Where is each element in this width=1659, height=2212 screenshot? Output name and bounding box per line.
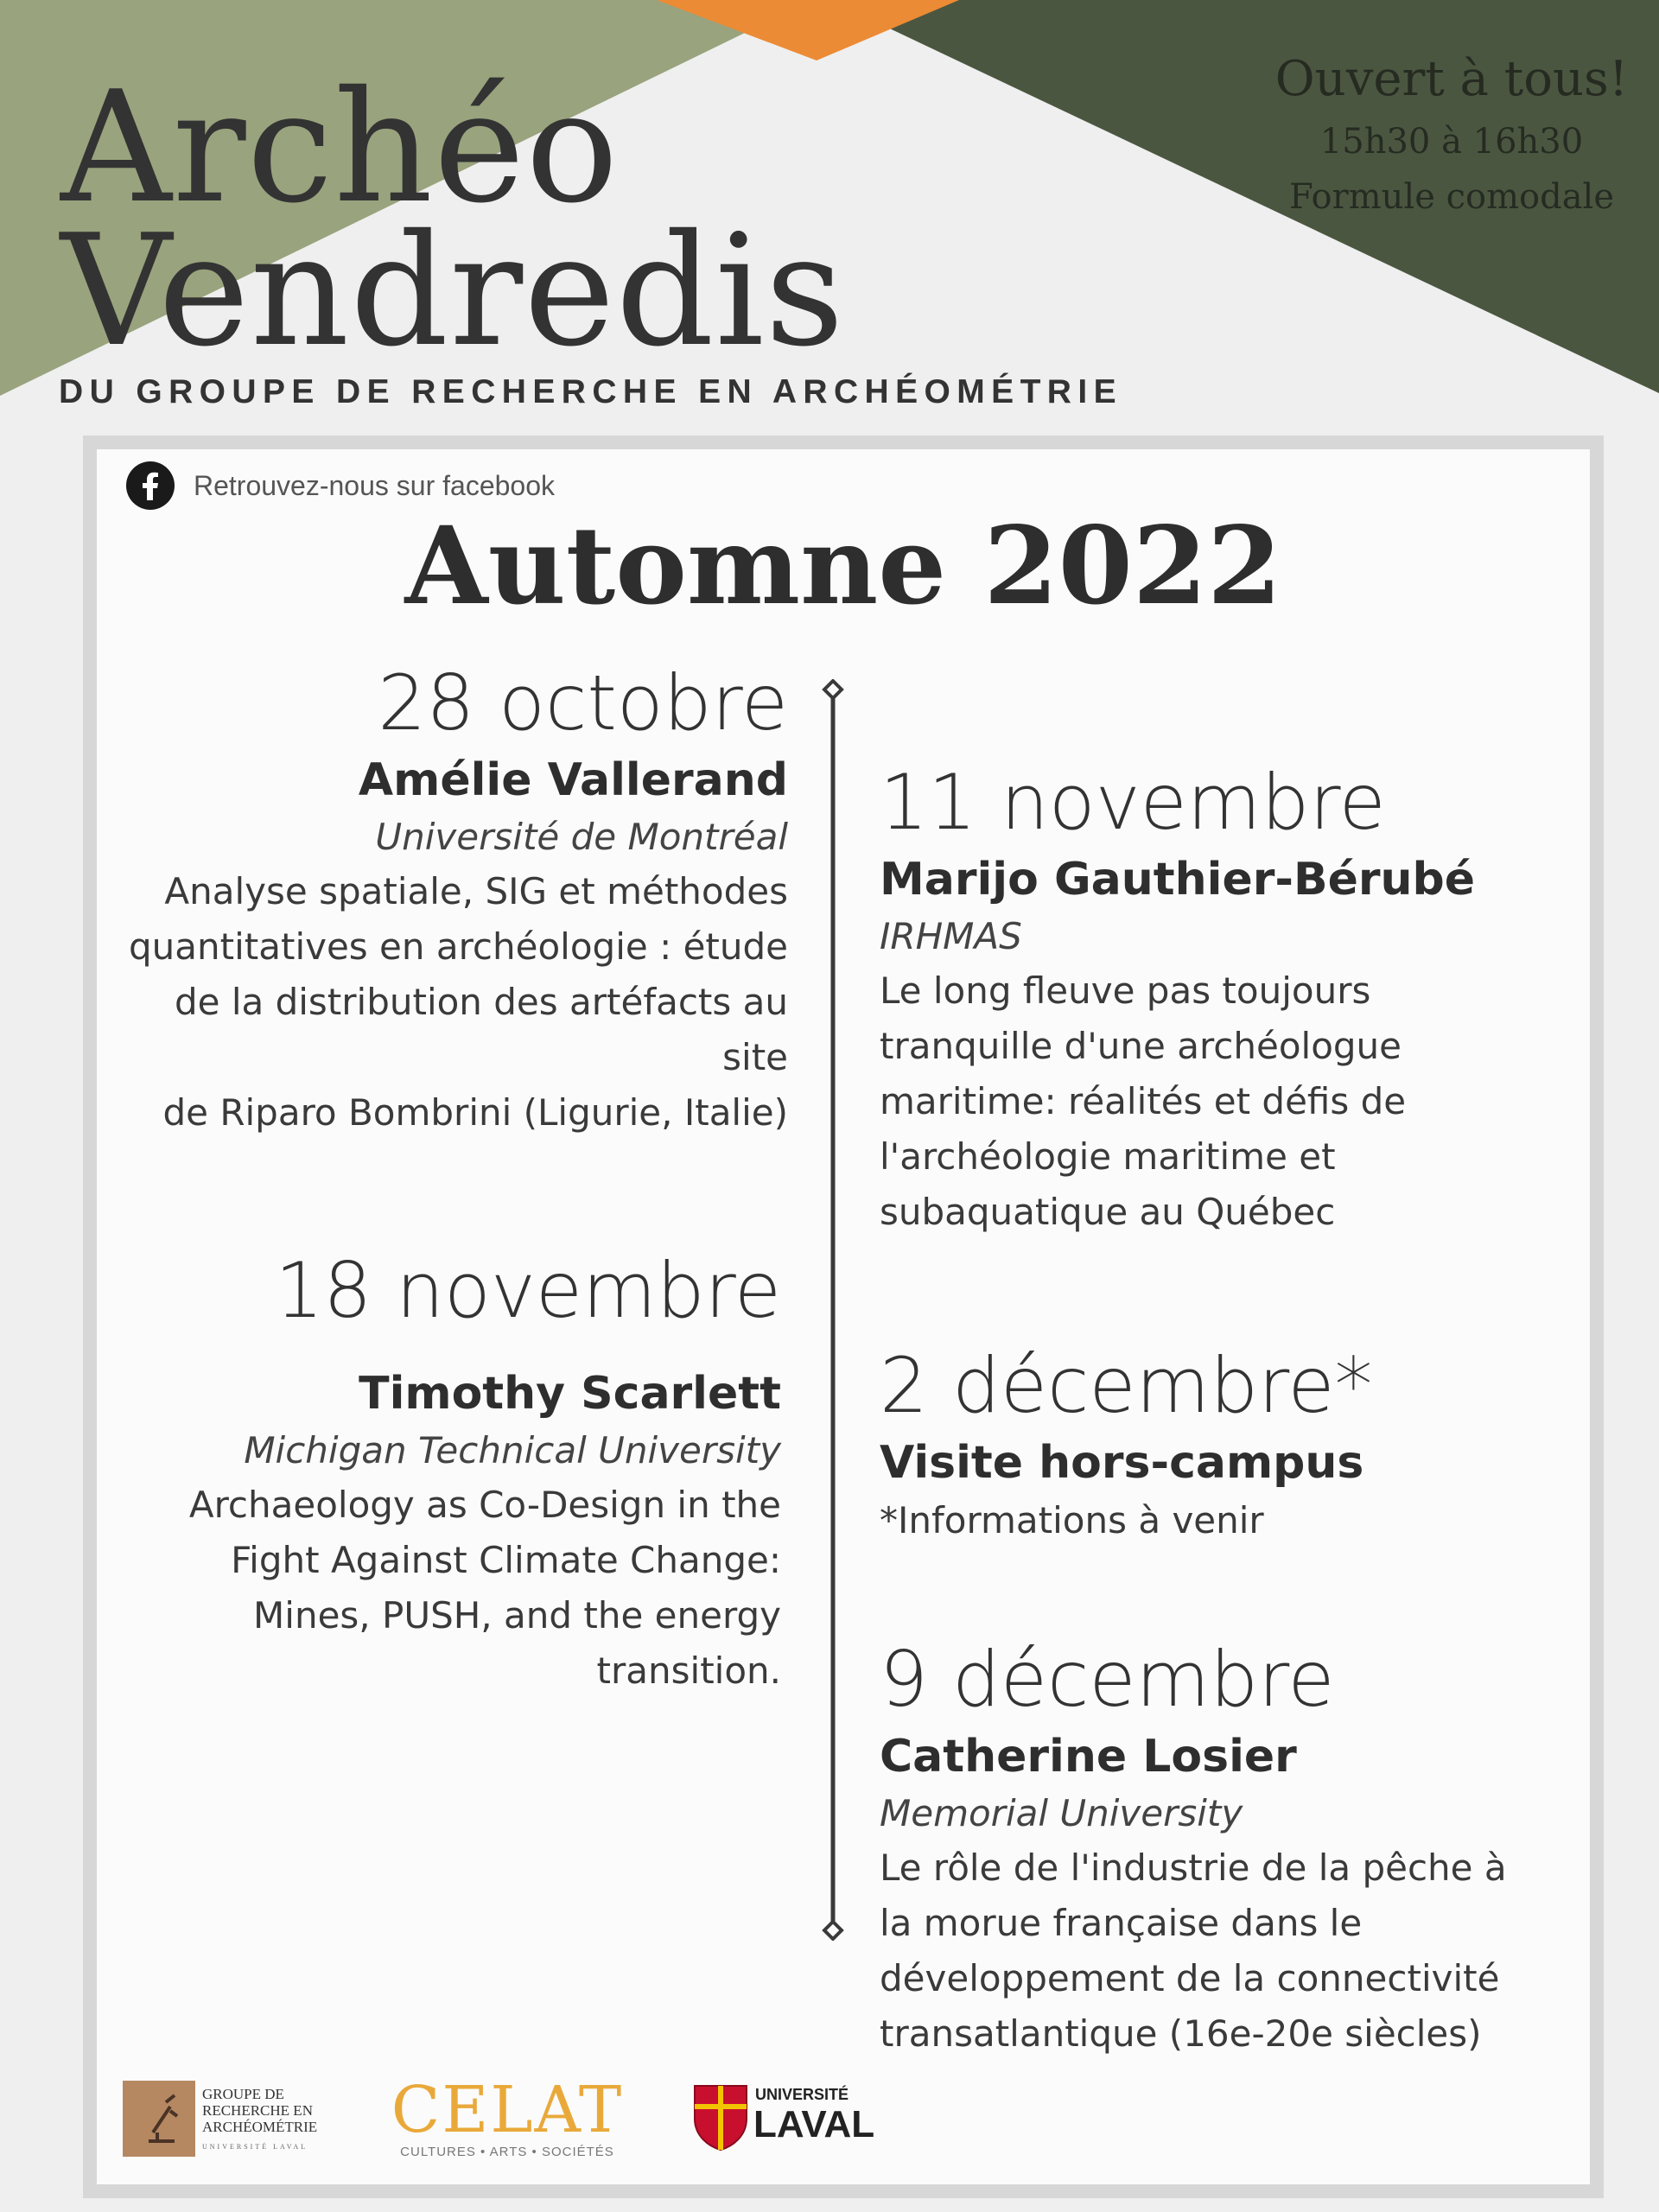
description-line: Mines, PUSH, and the energy	[253, 1594, 781, 1637]
event-description	[880, 1493, 1545, 1548]
description-line: transition.	[596, 1649, 781, 1692]
event-affiliation: Université de Montréal	[375, 816, 788, 858]
facebook-text: Retrouvez-nous sur facebook	[194, 469, 555, 501]
event-affiliation: Michigan Technical University	[244, 1429, 781, 1471]
event-date: 18 novembre	[275, 1246, 781, 1335]
season-title: Automne 2022	[404, 504, 1282, 629]
timeline-end-marker	[824, 1922, 842, 1939]
grae-line: GROUPE DE	[202, 2086, 284, 2102]
description-line: la morue française dans le	[880, 1902, 1363, 1944]
description-line: développement de la connectivité	[880, 1957, 1500, 1999]
event-11-novembre	[880, 756, 1545, 1240]
event-description	[116, 1478, 781, 1699]
description-line: Analyse spatiale, SIG et méthodes	[164, 870, 788, 912]
title-line-1: Archéo	[60, 58, 620, 237]
description-line: Fight Against Climate Change:	[231, 1539, 781, 1581]
description-line: de Riparo Bombrini (Ligurie, Italie)	[162, 1091, 788, 1134]
event-date: 11 novembre	[880, 758, 1386, 847]
grae-line: RECHERCHE EN	[202, 2102, 313, 2119]
laval-top-text: UNIVERSITÉ	[755, 2086, 849, 2103]
description-line: quantitatives en archéologie : étude	[129, 925, 788, 968]
grae-logo-image	[123, 2081, 195, 2157]
description-line: transatlantique (16e-20e siècles)	[880, 2012, 1482, 2055]
event-info	[1270, 45, 1633, 225]
celat-tagline: CULTURES • ARTS • SOCIÉTÉS	[400, 2145, 614, 2159]
title-line-2: Vendredis	[60, 201, 845, 380]
laval-logo	[693, 2077, 883, 2164]
description-line: Le rôle de l'industrie de la pêche à	[880, 1847, 1507, 1889]
description-line: Le long fleuve pas toujours	[880, 969, 1371, 1012]
laval-main-text: LAVAL	[753, 2103, 875, 2145]
microscope-icon	[123, 2081, 195, 2157]
event-affiliation: Memorial University	[880, 1792, 1243, 1834]
event-2-decembre	[880, 1339, 1545, 1548]
event-28-octobre	[123, 657, 788, 1141]
event-speaker: Timothy Scarlett	[359, 1368, 781, 1420]
grae-subtext: UNIVERSITÉ LAVAL	[202, 2143, 308, 2151]
event-date: 9 décembre	[880, 1635, 1335, 1724]
event-date: 28 octobre	[378, 658, 788, 747]
subtitle: DU GROUPE DE RECHERCHE EN ARCHÉOMÉTRIE	[59, 373, 1123, 410]
info-time: 15h30 à 16h30	[1319, 122, 1584, 162]
grae-logo	[123, 2081, 347, 2157]
description-line: l'archéologie maritime et	[880, 1135, 1336, 1178]
shield-icon	[693, 2084, 748, 2152]
description-line: tranquille d'une archéologue	[880, 1025, 1402, 1067]
description-line: *Informations à venir	[880, 1499, 1264, 1541]
grae-logo-text	[202, 2086, 317, 2155]
event-description	[880, 963, 1545, 1240]
timeline	[816, 679, 850, 1941]
event-9-decembre	[880, 1633, 1545, 2062]
description-line: subaquatique au Québec	[880, 1191, 1336, 1233]
info-open-to-all: Ouvert à tous!	[1274, 51, 1629, 107]
description-line: Archaeology as Co-Design in the	[188, 1484, 781, 1526]
event-speaker: Amélie Vallerand	[358, 754, 788, 806]
timeline-start-marker	[824, 681, 842, 698]
description-line: de la distribution des artéfacts au site	[174, 981, 788, 1078]
event-description	[123, 864, 788, 1141]
event-speaker: Marijo Gauthier-Bérubé	[880, 854, 1475, 906]
celat-logo	[365, 2074, 650, 2169]
event-description	[880, 1840, 1545, 2062]
event-speaker: Visite hors-campus	[880, 1437, 1364, 1489]
event-18-novembre	[116, 1244, 781, 1699]
schedule-panel	[83, 435, 1604, 2198]
grae-line: ARCHÉOMÉTRIE	[202, 2119, 318, 2135]
event-affiliation: IRHMAS	[880, 915, 1022, 957]
event-speaker: Catherine Losier	[880, 1731, 1297, 1783]
celat-wordmark: CELAT	[391, 2073, 624, 2147]
description-line: maritime: réalités et défis de	[880, 1080, 1407, 1122]
info-format: Formule comodale	[1288, 177, 1615, 217]
event-date: 2 décembre*	[880, 1341, 1373, 1430]
